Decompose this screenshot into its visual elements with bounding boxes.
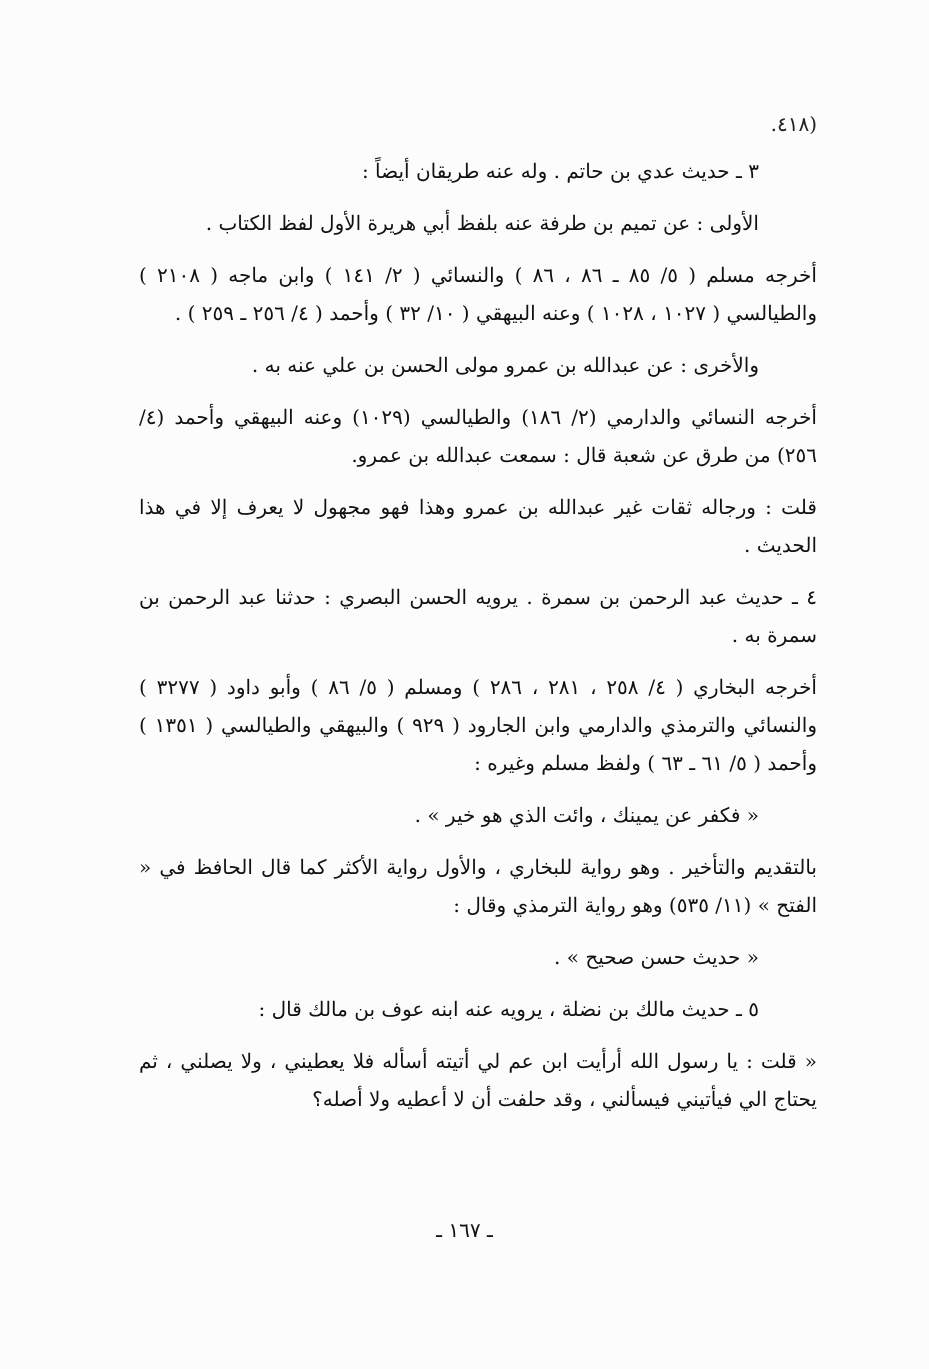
paragraph-takhrij-2: أخرجه النسائي والدارمي (٢/ ١٨٦) والطيالسي (١٠٢٩) وعنه البيهقي وأحمد (٤/ ٢٥٦) من طرق عن شعبة قال : سمعت عبدالله بن عمرو. xyxy=(139,405,817,467)
paragraph-quote-1: « فكفر عن يمينك ، وائت الذي هو خير » . xyxy=(414,803,759,827)
paragraph-hadith-4-heading: ٤ ـ حديث عبد الرحمن بن سمرة . يرويه الحسن البصري : حدثنا عبد الرحمن بن سمرة به . xyxy=(139,585,817,647)
paragraph-hadith-3-heading: ٣ ـ حديث عدي بن حاتم . وله عنه طريقان أيضاً : xyxy=(361,159,759,183)
paragraph-hadith-5-heading: ٥ ـ حديث مالك بن نضلة ، يرويه عنه ابنه عوف بن مالك قال : xyxy=(258,997,759,1021)
paragraph-takhrij-3: أخرجه البخاري ( ٤/ ٢٥٨ ، ٢٨١ ، ٢٨٦ ) ومسلم ( ٥/ ٨٦ ) وأبو داود ( ٣٢٧٧ ) والنسائي والترمذي والدارمي وابن الجارود ( ٩٢٩ ) والبيهقي والطيالسي ( ١٣٥١ ) وأحمد ( ٥/ ٦١ ـ ٦٣ ) ولفظ مسلم وغيره : xyxy=(139,675,817,775)
paragraph-first-path: الأولى : عن تميم بن طرفة عنه بلفظ أبي هريرة الأول لفظ الكتاب . xyxy=(205,211,759,235)
paragraph-fath-note: بالتقديم والتأخير . وهو رواية للبخاري ، والأول رواية الأكثر كما قال الحافظ في « الفتح » (١١/ ٥٣٥) وهو رواية الترمذي وقال : xyxy=(139,855,817,917)
page-header-reference: (٤١٨. xyxy=(770,112,817,136)
paragraph-comment: قلت : ورجاله ثقات غير عبدالله بن عمرو وهذا فهو مجهول لا يعرف إلا في هذا الحديث . xyxy=(139,495,817,557)
page-number: ـ ١٦٧ ـ xyxy=(436,1218,493,1242)
paragraph-second-path: والأخرى : عن عبدالله بن عمرو مولى الحسن بن علي عنه به . xyxy=(251,353,759,377)
main-text xyxy=(139,152,817,1132)
paragraph-quote-3: « قلت : يا رسول الله أرأيت ابن عم لي أتيته أسأله فلا يعطيني ، ولا يصلني ، ثم يحتاج الي فيأتيني فيسألني ، وقد حلفت أن لا أعطيه ولا أصله؟ xyxy=(139,1049,817,1111)
paragraph-quote-2: « حديث حسن صحيح » . xyxy=(554,945,759,969)
paragraph-takhrij-1: أخرجه مسلم ( ٥/ ٨٥ ـ ٨٦ ، ٨٦ ) والنسائي ( ٢/ ١٤١ ) وابن ماجه ( ٢١٠٨ ) والطيالسي ( ١٠٢٧ ، ١٠٢٨ ) وعنه البيهقي ( ١٠/ ٣٢ ) وأحمد ( ٤/ ٢٥٦ ـ ٢٥٩ ) . xyxy=(139,263,817,325)
